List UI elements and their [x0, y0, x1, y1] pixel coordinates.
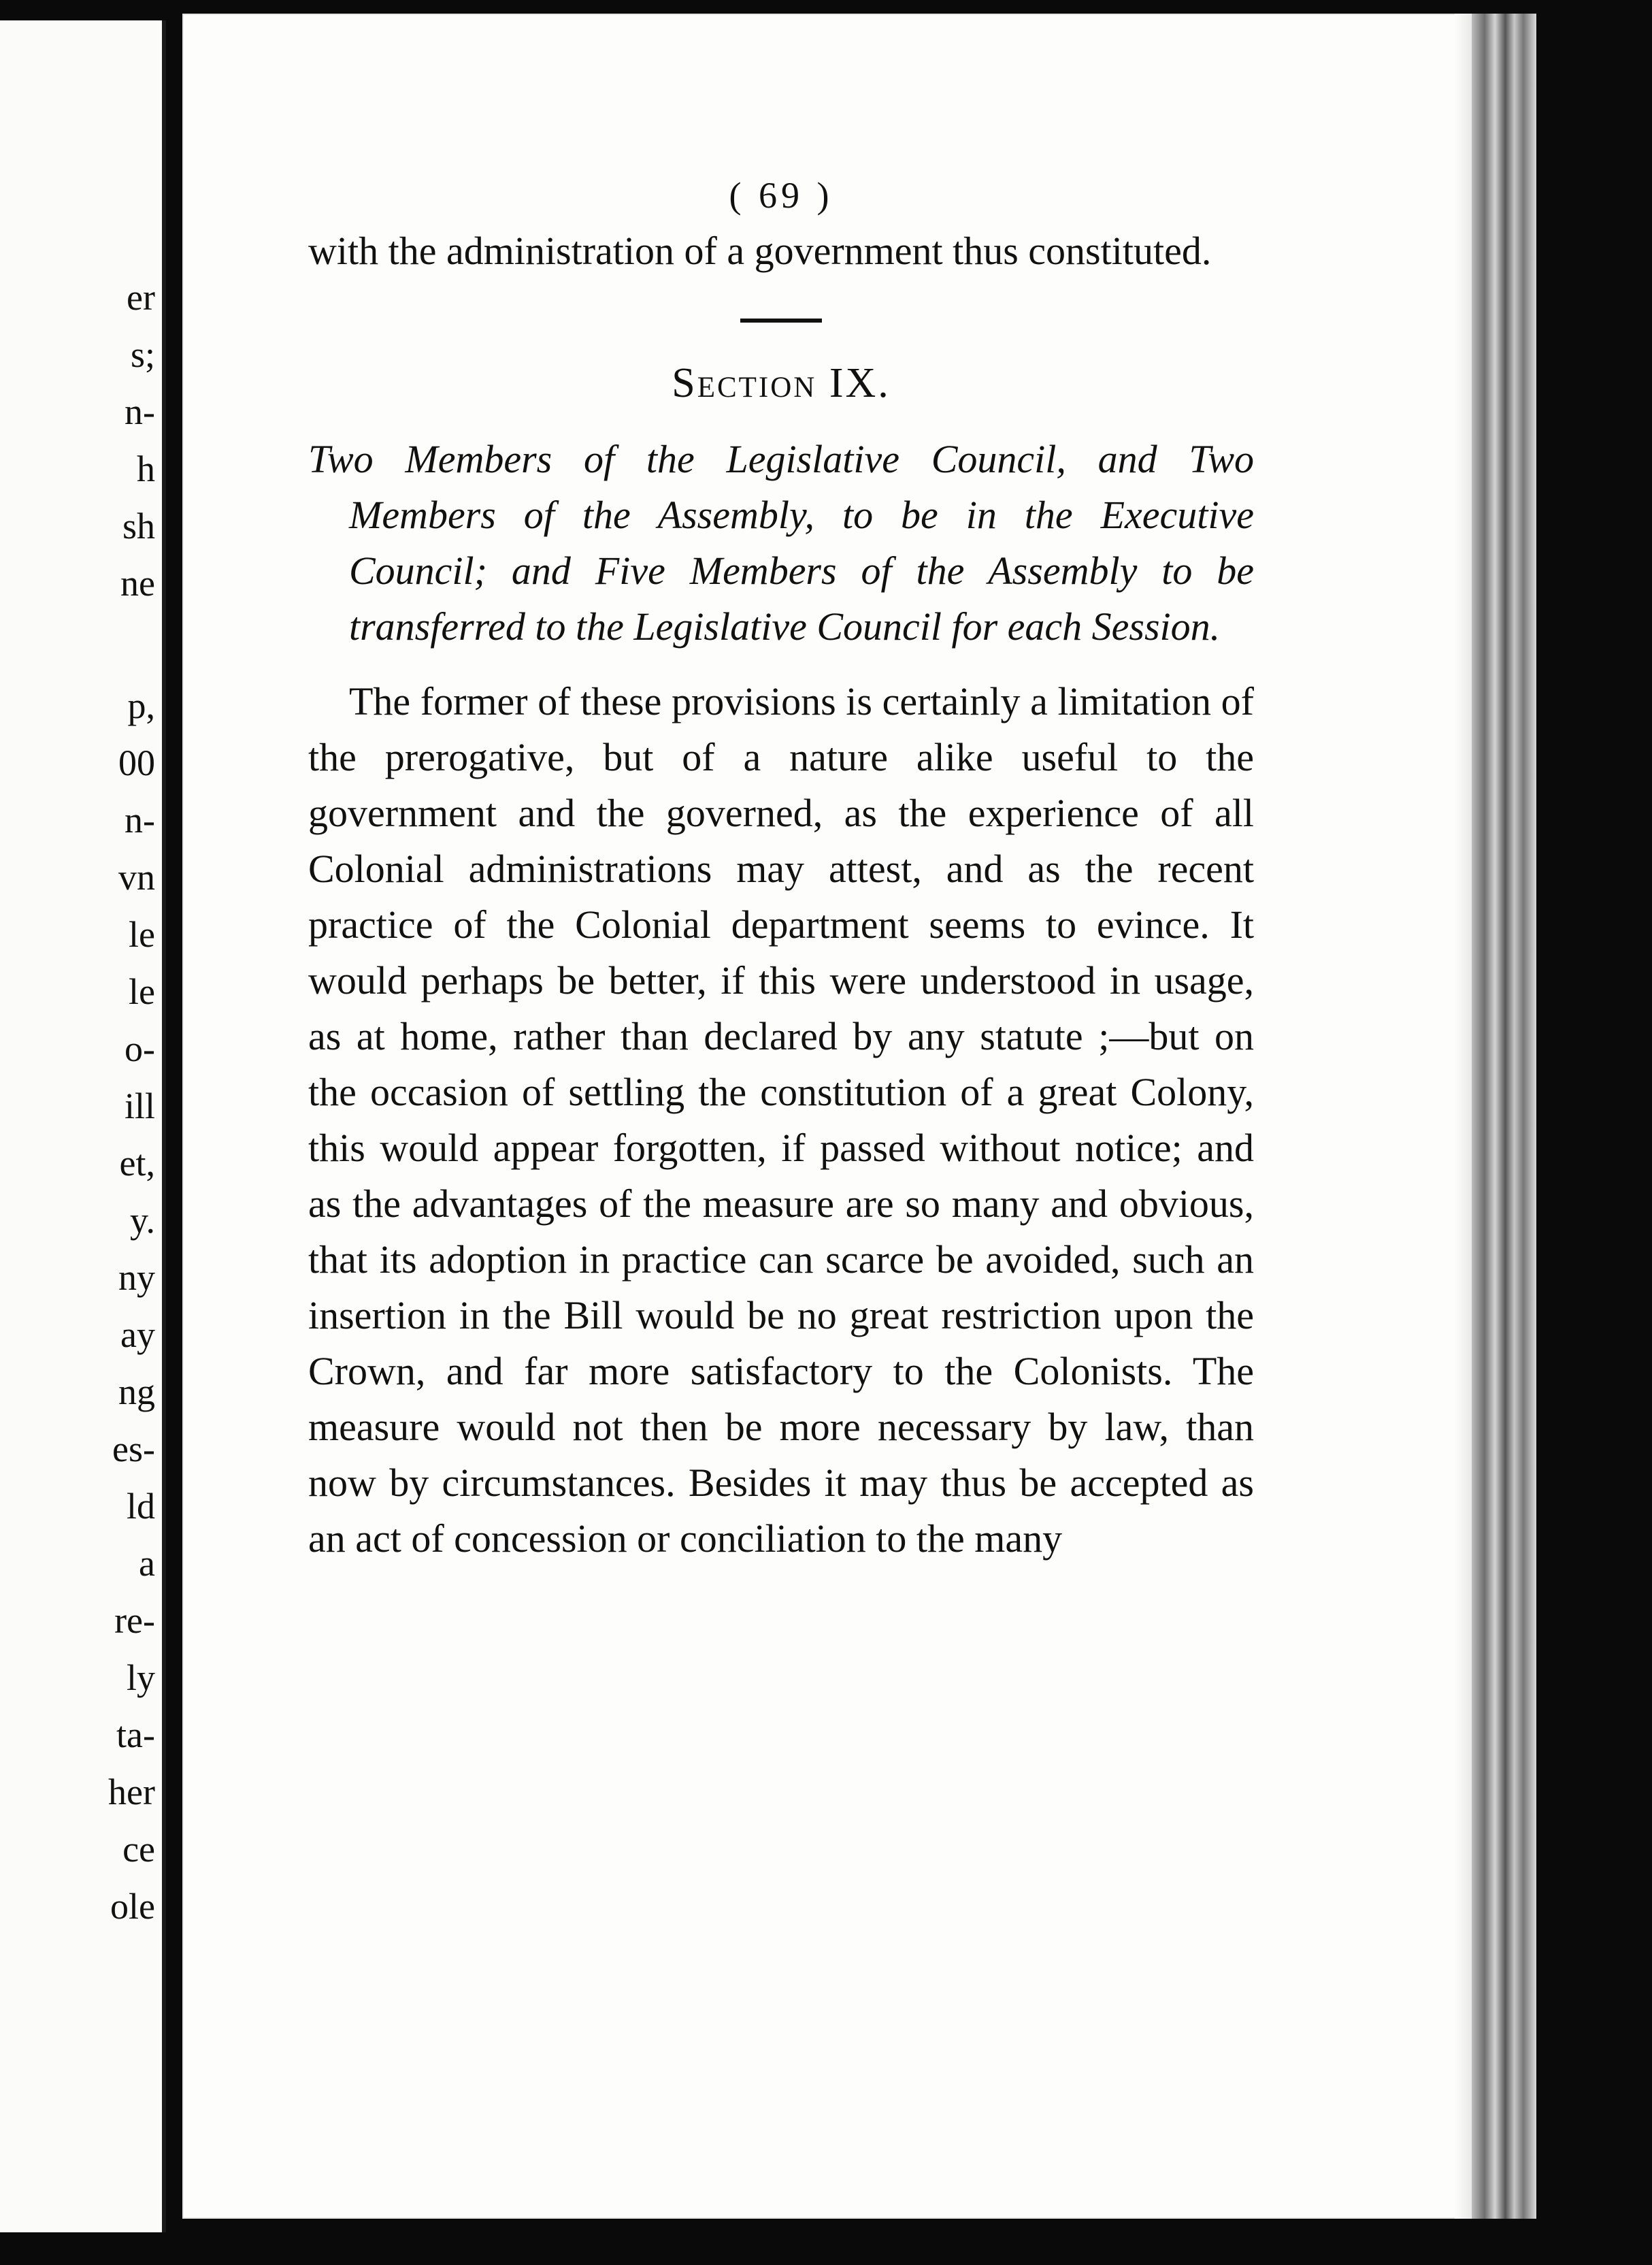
- left-fragment: ne: [120, 563, 155, 604]
- left-fragment: h: [137, 449, 155, 489]
- left-fragment: p,: [127, 685, 155, 726]
- left-fragment: es-: [112, 1429, 155, 1469]
- left-fragment: her: [108, 1772, 155, 1812]
- page-number: ( 69 ): [729, 175, 833, 216]
- left-fragment: s;: [130, 334, 155, 375]
- page-gutter: [1455, 14, 1472, 2219]
- section-divider: [740, 319, 822, 323]
- left-fragment: ill: [124, 1086, 155, 1126]
- left-fragment: ng: [118, 1371, 155, 1412]
- page-edge: [1472, 14, 1536, 2219]
- left-fragment: sh: [122, 506, 155, 547]
- left-fragment: ole: [110, 1886, 155, 1927]
- left-fragment: y.: [130, 1200, 155, 1241]
- left-fragment: n-: [125, 391, 155, 432]
- left-fragment: ld: [126, 1486, 155, 1527]
- left-fragment: ay: [120, 1314, 155, 1355]
- left-fragment: ta-: [116, 1714, 155, 1755]
- book-page: [182, 14, 1536, 2219]
- left-fragment: et,: [119, 1143, 155, 1184]
- left-fragment: re-: [114, 1600, 155, 1641]
- section-heading: Section IX.: [672, 360, 891, 406]
- continuation-text: with the administration of a government thus constituted.: [308, 229, 1212, 273]
- left-page: [0, 20, 166, 2232]
- left-fragment: le: [129, 914, 155, 955]
- left-fragment: er: [127, 277, 155, 318]
- left-fragment: n-: [125, 800, 155, 841]
- body-paragraph: The former of these provisions is certainly a limitation of the prerogative, but of a nature alike useful to the government and the governed, as the experience of all Colonial administrations may attest, and as the recent practice of the Colonial department seems to evince. It would perhaps be better, if this were understood in usage, as at home, rather than declared by any statute ;—but on the occasion of settling the constitution of a great Colony, this would appear forgotten, if passed without notice; and as the advantages of the measure are so many and obvious, that its adoption in practice can scarce be avoided, such an insertion in the Bill would be no great restriction upon the Crown, and far more satisfactory to the Colonists. The measure would not then be more necessary by law, than now by circumstances. Besides it may thus be accepted as an act of concession or conciliation to the many: [308, 679, 1254, 1561]
- left-fragment: vn: [118, 857, 155, 898]
- text-block: [308, 177, 1254, 1567]
- left-fragment: ny: [118, 1257, 155, 1298]
- left-fragment: 00: [118, 743, 155, 783]
- left-fragment: a: [139, 1543, 155, 1584]
- left-fragment: le: [129, 971, 155, 1012]
- section-summary: Two Members of the Legislative Council, and Two Members of the Assembly, to be in the Executive Council; and Five Members of the Assembly to be transferred to the Legislative Council for each Session.: [308, 437, 1254, 649]
- left-fragment: o-: [125, 1028, 155, 1069]
- left-fragment: ly: [126, 1657, 155, 1698]
- left-fragment: ce: [122, 1829, 155, 1870]
